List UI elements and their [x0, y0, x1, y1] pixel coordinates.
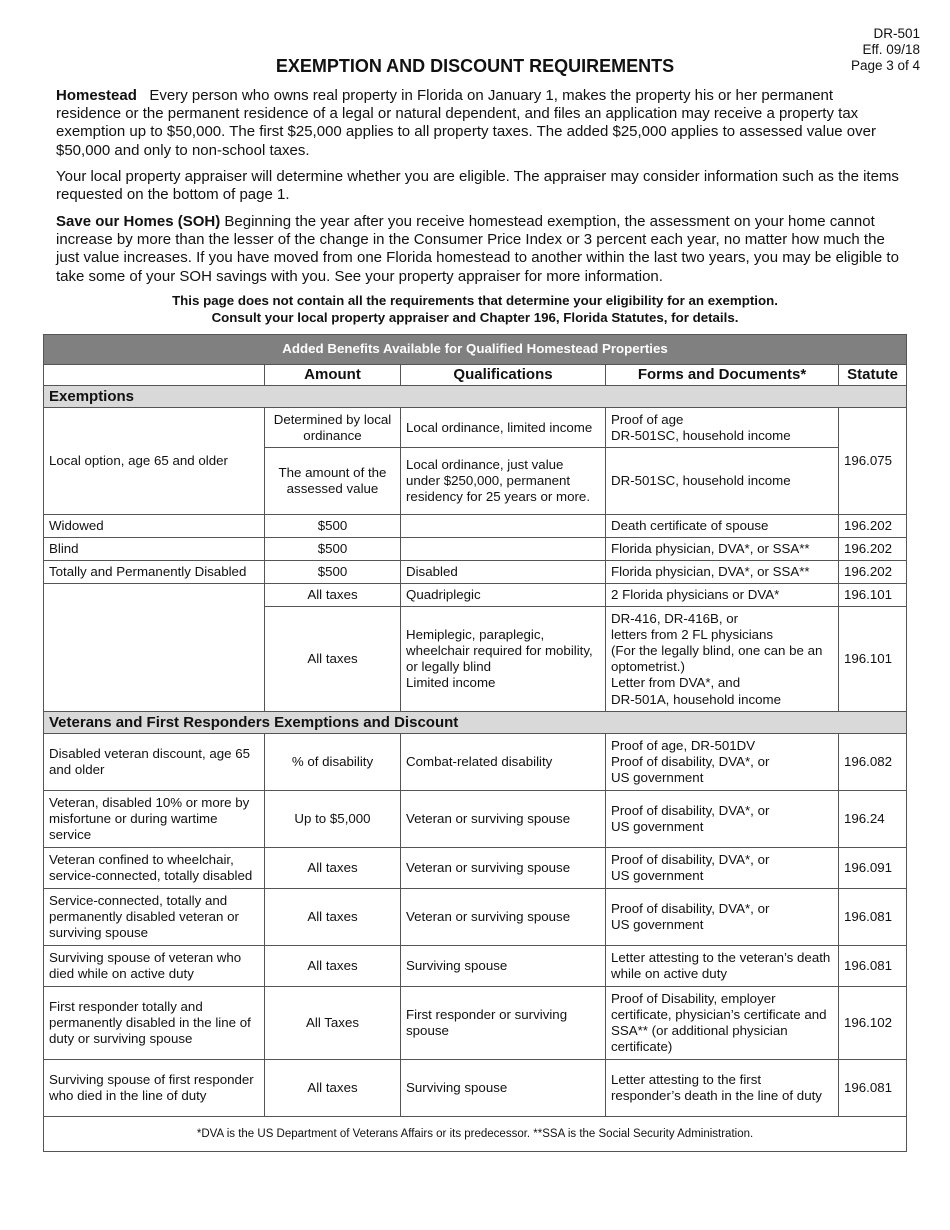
benefit-statute: 196.24: [839, 791, 907, 848]
notice-line-2: Consult your local property appraiser and Chapter 196, Florida Statutes, for details.: [211, 309, 739, 325]
homestead-paragraph: [56, 87, 902, 160]
benefit-forms: Proof of disability, DVA*, or US government: [606, 791, 839, 848]
benefit-statute: 196.202: [839, 538, 907, 561]
benefit-statute: 196.101: [839, 607, 907, 712]
section-title-exemptions: Exemptions: [44, 386, 907, 408]
benefit-statute: 196.081: [839, 946, 907, 987]
effective-date: Eff. 09/18: [862, 42, 920, 57]
benefit-forms: Letter attesting to the veteran’s death while on active duty: [606, 946, 839, 987]
benefit-amount: The amount of the assessed value: [265, 448, 401, 515]
benefit-amount: All taxes: [265, 607, 401, 712]
table-row: [44, 734, 907, 791]
benefit-qualifications: Local ordinance, just value under $250,000, permanent residency for 25 years or more.: [401, 448, 606, 515]
benefit-qualifications: [401, 515, 606, 538]
section-row-exemptions: [44, 386, 907, 408]
benefit-label: Surviving spouse of first responder who died in the line of duty: [44, 1060, 265, 1117]
benefit-amount: All taxes: [265, 848, 401, 889]
benefit-qualifications: Local ordinance, limited income: [401, 408, 606, 448]
benefit-amount: $500: [265, 561, 401, 584]
notice-line-1: This page does not contain all the requirements that determine your eligibility for an exemption.: [172, 293, 778, 308]
benefit-statute: 196.081: [839, 1060, 907, 1117]
table-row: [44, 584, 907, 607]
benefit-statute: 196.101: [839, 584, 907, 607]
soh-text: Beginning the year after you receive homestead exemption, the assessment on your home cannot increase by more than the lesser of the change in the Consumer Price Index or 3 percent each year, no matter how much the just value increases. If you have moved from one Florida homestead to another within the last two years, you may be eligible to take some of your SOH savings with you. See your property appraiser for more information.: [56, 213, 899, 285]
benefit-forms: 2 Florida physicians or DVA*: [606, 584, 839, 607]
benefit-amount: All taxes: [265, 1060, 401, 1117]
benefit-statute: 196.075: [839, 408, 907, 515]
footnote-row: [44, 1117, 907, 1152]
soh-label: Save our Homes (SOH): [56, 213, 221, 230]
table-row: [44, 987, 907, 1060]
benefit-qualifications: Combat-related disability: [401, 734, 606, 791]
benefit-forms: DR-501SC, household income: [606, 448, 839, 515]
benefit-forms: Proof of age DR-501SC, household income: [606, 408, 839, 448]
benefit-label: Surviving spouse of veteran who died while on active duty: [44, 946, 265, 987]
page-title: EXEMPTION AND DISCOUNT REQUIREMENTS: [275, 56, 675, 76]
benefit-label: Veteran confined to wheelchair, service-connected, totally disabled: [44, 848, 265, 889]
column-header-amount: Amount: [265, 365, 401, 386]
table-row: [44, 848, 907, 889]
table-row: [44, 791, 907, 848]
table-row: [44, 561, 907, 584]
column-header-row: [44, 365, 907, 386]
column-header-forms: Forms and Documents*: [606, 365, 839, 386]
homestead-label: Homestead: [56, 87, 137, 104]
benefit-qualifications: Disabled: [401, 561, 606, 584]
footnote: *DVA is the US Department of Veterans Affairs or its predecessor. **SSA is the Social Security Administration.: [44, 1117, 907, 1152]
benefit-amount: $500: [265, 515, 401, 538]
benefit-amount: % of disability: [265, 734, 401, 791]
benefit-label: First responder totally and permanently disabled in the line of duty or surviving spouse: [44, 987, 265, 1060]
form-number: DR-501: [873, 26, 920, 41]
benefit-amount: $500: [265, 538, 401, 561]
benefit-label: Service-connected, totally and permanently disabled veteran or surviving spouse: [44, 889, 265, 946]
benefit-qualifications: [401, 538, 606, 561]
benefit-label: Local option, age 65 and older: [44, 408, 265, 515]
benefit-qualifications: Veteran or surviving spouse: [401, 889, 606, 946]
column-header-qualifications: Qualifications: [401, 365, 606, 386]
table-row: [44, 408, 907, 448]
benefit-label: Veteran, disabled 10% or more by misfortune or during wartime service: [44, 791, 265, 848]
benefit-amount: All taxes: [265, 946, 401, 987]
table-row: [44, 946, 907, 987]
benefit-forms: Proof of disability, DVA*, or US government: [606, 848, 839, 889]
benefit-amount: Up to $5,000: [265, 791, 401, 848]
benefit-amount: All Taxes: [265, 987, 401, 1060]
table-row: [44, 1060, 907, 1117]
table-row: [44, 515, 907, 538]
benefit-amount: Determined by local ordinance: [265, 408, 401, 448]
section-row-veterans: [44, 712, 907, 734]
page-number: Page 3 of 4: [850, 58, 920, 73]
homestead-text: Every person who owns real property in Florida on January 1, makes the property his or her permanent residence or the permanent residence of a legal or natural dependent, and files an application may receive a property tax exemption up to $50,000. The first $25,000 applies to all property taxes. The added $25,000 applies to assessed value over $50,000 and only to non-school taxes.: [56, 87, 876, 159]
benefit-qualifications: Veteran or surviving spouse: [401, 848, 606, 889]
column-header-statute: Statute: [839, 365, 907, 386]
benefit-label: Totally and Permanently Disabled: [44, 561, 265, 584]
table-banner: Added Benefits Available for Qualified Homestead Properties: [44, 335, 907, 365]
benefit-forms: Proof of age, DR-501DV Proof of disability, DVA*, or US government: [606, 734, 839, 791]
soh-paragraph: [56, 213, 902, 286]
benefit-qualifications: Quadriplegic: [401, 584, 606, 607]
benefit-statute: 196.082: [839, 734, 907, 791]
benefit-forms: Proof of Disability, employer certificate, physician’s certificate and SSA** (or additional physician certificate): [606, 987, 839, 1060]
benefit-qualifications: Hemiplegic, paraplegic, wheelchair required for mobility, or legally blind Limited income: [401, 607, 606, 712]
benefit-statute: 196.081: [839, 889, 907, 946]
benefit-amount: All taxes: [265, 889, 401, 946]
benefit-statute: 196.091: [839, 848, 907, 889]
benefit-amount: All taxes: [265, 584, 401, 607]
benefit-qualifications: Veteran or surviving spouse: [401, 791, 606, 848]
benefit-label-blank: [44, 584, 265, 712]
benefit-label: Disabled veteran discount, age 65 and older: [44, 734, 265, 791]
benefit-statute: 196.202: [839, 561, 907, 584]
table-banner-row: [44, 335, 907, 365]
benefit-qualifications: Surviving spouse: [401, 1060, 606, 1117]
benefit-forms: Florida physician, DVA*, or SSA**: [606, 561, 839, 584]
benefits-table: [43, 334, 907, 1152]
column-header-blank: [44, 365, 265, 386]
benefit-forms: Florida physician, DVA*, or SSA**: [606, 538, 839, 561]
benefit-label: Blind: [44, 538, 265, 561]
benefit-forms: Proof of disability, DVA*, or US government: [606, 889, 839, 946]
appraiser-paragraph: Your local property appraiser will determine whether you are eligible. The appraiser may consider information such as the items requested on the bottom of page 1.: [56, 168, 899, 204]
benefit-forms: Death certificate of spouse: [606, 515, 839, 538]
section-title-veterans: Veterans and First Responders Exemptions and Discount: [44, 712, 907, 734]
benefit-statute: 196.102: [839, 987, 907, 1060]
table-row: [44, 538, 907, 561]
eligibility-notice: [0, 293, 950, 326]
benefit-label: Widowed: [44, 515, 265, 538]
benefit-forms: DR-416, DR-416B, or letters from 2 FL physicians (For the legally blind, one can be an optometrist.) Letter from DVA*, and DR-501A, household income: [606, 607, 839, 712]
benefit-forms: Letter attesting to the first responder’s death in the line of duty: [606, 1060, 839, 1117]
benefit-statute: 196.202: [839, 515, 907, 538]
table-row: [44, 889, 907, 946]
benefit-qualifications: Surviving spouse: [401, 946, 606, 987]
benefit-qualifications: First responder or surviving spouse: [401, 987, 606, 1060]
